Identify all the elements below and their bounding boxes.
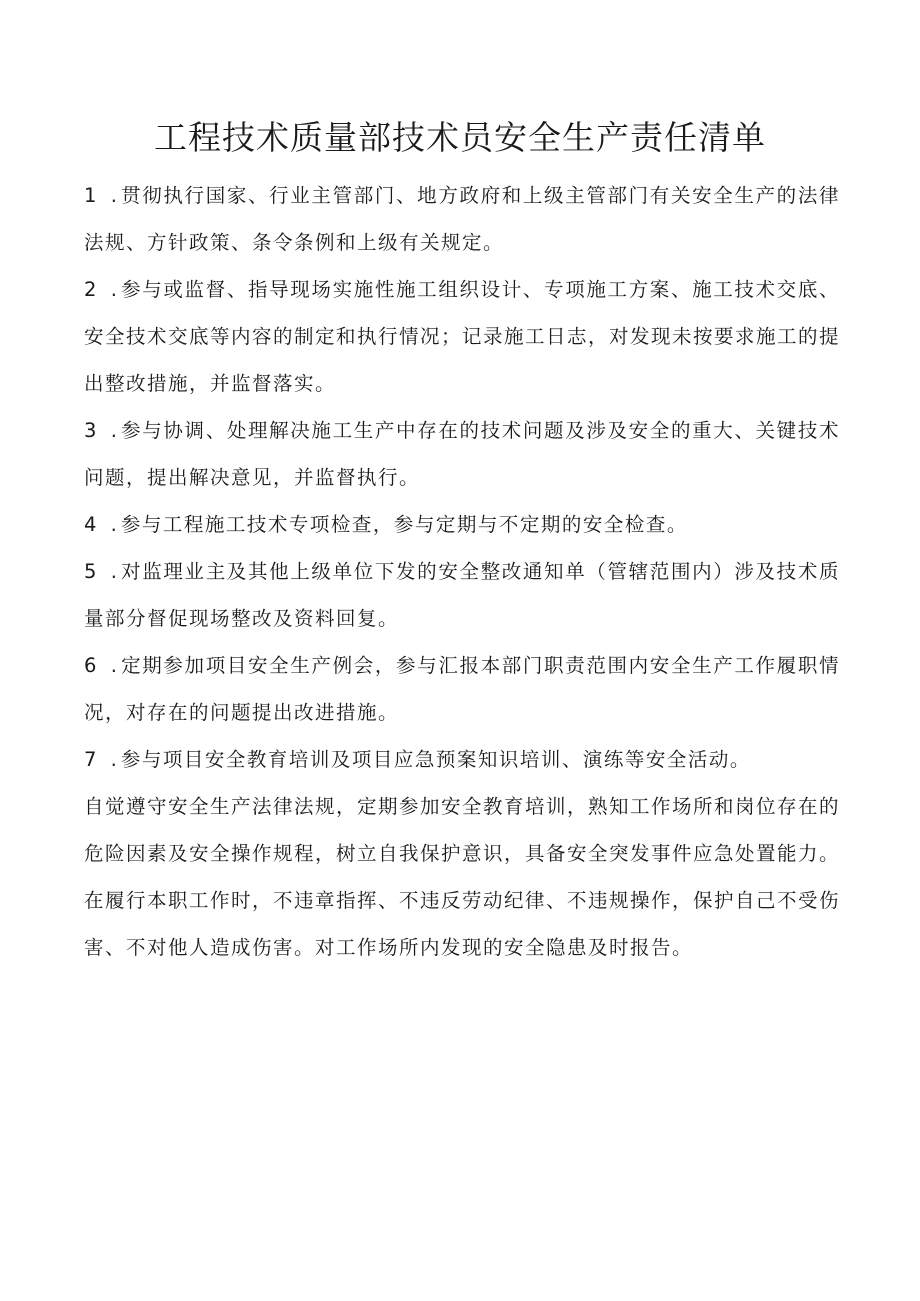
item-text: 参与工程施工技术专项检查，参与定期与不定期的安全检查。	[120, 513, 688, 536]
item-number: 4 .	[84, 513, 121, 536]
list-item-1	[84, 172, 840, 266]
item-text: 定期参加项目安全生产例会，参与汇报本部门职责范围内安全生产工作履职情况，对存在的问题提出改进措施。	[84, 654, 840, 724]
list-item-6	[84, 642, 840, 736]
list-item-4	[84, 501, 840, 548]
list-item-2	[84, 266, 840, 407]
document-body	[84, 172, 840, 971]
item-text: 参与或监督、指导现场实施性施工组织设计、专项施工方案、施工技术交底、安全技术交底等内容的制定和执行情况；记录施工日志，对发现未按要求施工的提出整改措施，并监督落实。	[84, 278, 841, 395]
item-number: 6 .	[84, 654, 121, 677]
list-item-7	[84, 736, 840, 783]
page-title: 工程技术质量部技术员安全生产责任清单	[154, 118, 766, 157]
list-item-5	[84, 548, 840, 642]
item-text: 贯彻执行国家、行业主管部门、地方政府和上级主管部门有关安全生产的法律法规、方针政策、条令条例和上级有关规定。	[84, 184, 840, 254]
item-number: 7 .	[84, 748, 121, 771]
list-item-3	[84, 407, 840, 501]
item-number: 3 .	[84, 419, 121, 442]
item-number: 2 .	[84, 278, 121, 301]
item-text: 参与项目安全教育培训及项目应急预案知识培训、演练等安全活动。	[120, 748, 751, 771]
closing-paragraph: 自觉遵守安全生产法律法规，定期参加安全教育培训，熟知工作场所和岗位存在的危险因素及安全操作规程，树立自我保护意识，具备安全突发事件应急处置能力。在履行本职工作时，不违章指挥、不违反劳动纪律、不违规操作，保护自己不受伤害、不对他人造成伤害。对工作场所内发现的安全隐患及时报告。	[84, 795, 841, 959]
item-number: 5 .	[84, 560, 121, 583]
item-text: 参与协调、处理解决施工生产中存在的技术问题及涉及安全的重大、关键技术问题，提出解决意见，并监督执行。	[84, 419, 840, 489]
item-number: 1 .	[84, 184, 121, 207]
item-text: 对监理业主及其他上级单位下发的安全整改通知单（管辖范围内）涉及技术质量部分督促现场整改及资料回复。	[84, 560, 840, 630]
